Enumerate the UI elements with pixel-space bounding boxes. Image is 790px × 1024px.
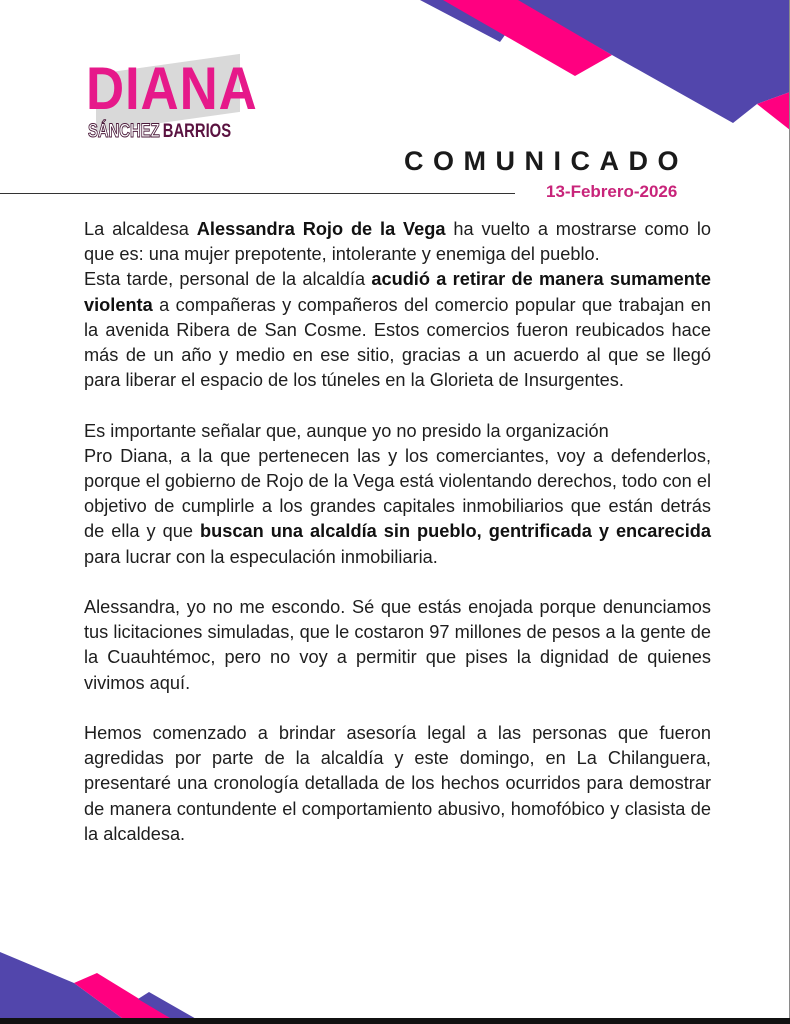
- paragraph-3-line-1: Es importante señalar que, aunque yo no presido la organización: [84, 420, 609, 441]
- top-right-magenta-corner: [757, 92, 790, 130]
- paragraph-1: La alcaldesa Alessandra Rojo de la Vega ha vuelto a mostrarse como lo que es: una mujer prepotente, intolerante y enemiga del pueblo.: [84, 219, 711, 265]
- top-purple-thin-stripe: [420, 0, 510, 42]
- logo-wordmark: DIANA: [86, 55, 258, 122]
- paragraph-2: Esta tarde, personal de la alcaldía acudió a retirar de manera sumamente violenta a compañeras y compañeros del comercio popular que trabajan en la avenida Ribera de San Cosme. Estos comercios fueron reubicados hace más de un año y medio en ese sitio, gracias a un acuerdo al que se llegó para liberar el espacio de los túneles en la Glorieta de Insurgentes.: [84, 269, 712, 391]
- bold-emphasis: buscan una alcaldía sin pueblo, gentrificada y encarecida: [200, 521, 711, 542]
- document-date: 13-Febrero-2026: [546, 182, 678, 201]
- top-purple-large-shape: [518, 0, 790, 123]
- top-magenta-stripe: [443, 0, 612, 76]
- bottom-purple-large-shape: [0, 952, 130, 1018]
- logo: [86, 55, 258, 150]
- paragraph-3: Pro Diana, a la que pertenecen las y los comerciantes, voy a defenderlos, porque el gobierno de Rojo de la Vega está violentando derechos, todo con el objetivo de cumplirle a los grandes capitales inmobiliarios que están detrás de ella y que buscan una alcaldía sin pueblo, gentrificada y encarecida para lucrar con la especulación inmobiliaria.: [84, 445, 711, 567]
- bottom-purple-small-shape: [138, 992, 205, 1018]
- bold-name: Alessandra Rojo de la Vega: [196, 219, 446, 239]
- logo-surname: [88, 122, 231, 142]
- paragraph-5: Hemos comenzado a brindar asesoría legal a las personas que fueron agredidas por parte de la alcaldía y este domingo, en La Chilanguera, presentaré una cronología detallada de los hechos ocurridos para demostrar de manera contundente el comportamiento abusivo, homofóbico y clasista de la alcaldesa.: [84, 723, 711, 844]
- logo-surname-first: SÁNCHEZ: [88, 121, 160, 142]
- bottom-edge-band: [0, 1018, 790, 1024]
- header-divider: [0, 193, 515, 194]
- logo-surname-last: BARRIOS: [162, 121, 232, 142]
- paragraph-4: Alessandra, yo no me escondo. Sé que estás enojada porque denunciamos tus licitaciones simuladas, que le costaron 97 millones de pesos a la gente de la Cuauhtémoc, pero no voy a permitir que pises la dignidad de quienes vivimos aquí.: [84, 597, 711, 693]
- document-title: COMUNICADO: [404, 146, 688, 176]
- bottom-magenta-stripe: [74, 973, 180, 1018]
- bold-emphasis: acudió a retirar de manera sumamente violenta: [84, 269, 712, 315]
- press-release-body: [84, 217, 711, 847]
